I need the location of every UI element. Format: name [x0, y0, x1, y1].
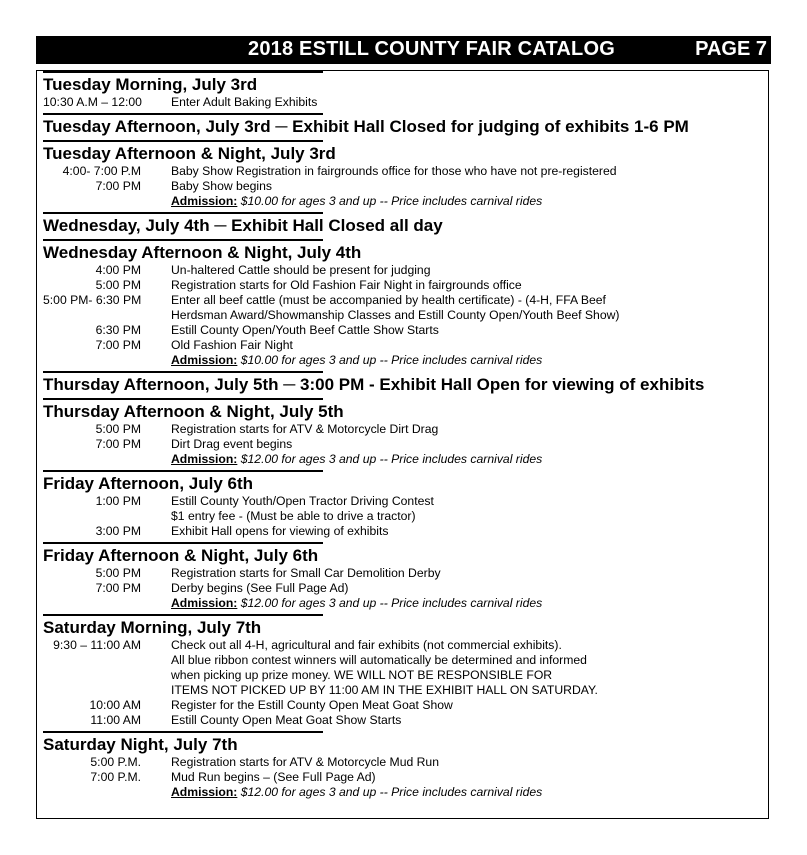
schedule-section	[43, 239, 768, 371]
admission-row	[43, 596, 768, 611]
event-time: 6:30 PM	[95, 323, 141, 337]
schedule-section	[43, 113, 768, 140]
schedule-section	[43, 212, 768, 239]
section-heading	[43, 117, 768, 137]
section-heading-text: Friday Afternoon, July 6th	[43, 474, 254, 493]
event-time	[43, 509, 171, 524]
admission-label: Admission:	[171, 596, 238, 610]
schedule-section	[43, 140, 768, 212]
event-row	[43, 323, 768, 338]
event-time: 11:00 AM	[90, 713, 141, 727]
event-row	[43, 95, 768, 110]
admission-price: $12.00 for ages 3 and up -- Price includes carnival rides	[237, 785, 543, 799]
event-time	[43, 683, 171, 698]
event-description: Estill County Youth/Open Tractor Driving Contest	[171, 494, 434, 508]
catalog-header-banner	[36, 36, 771, 64]
event-description: Registration starts for Old Fashion Fair Night in fairgrounds office	[171, 278, 522, 292]
event-time: 5:00 PM- 6:30 PM	[43, 293, 142, 307]
event-time	[43, 353, 171, 368]
admission-label: Admission:	[171, 452, 238, 466]
admission-info	[171, 194, 768, 209]
event-time: 9:30 – 11:00 AM	[53, 638, 141, 652]
section-heading	[43, 618, 768, 638]
event-row	[43, 638, 768, 653]
event-description: Derby begins (See Full Page Ad)	[171, 581, 349, 595]
event-time: 5:00 PM	[95, 422, 141, 436]
section-divider	[43, 731, 323, 733]
section-divider	[43, 140, 323, 142]
admission-row	[43, 194, 768, 209]
event-row	[43, 494, 768, 509]
section-divider	[43, 398, 323, 400]
event-time: 4:00 PM	[95, 263, 141, 277]
schedule-section	[43, 371, 768, 398]
section-note: ─ Exhibit Hall Closed all day	[209, 216, 443, 235]
event-row	[43, 668, 768, 683]
section-heading-text: Friday Afternoon & Night, July 6th	[43, 546, 319, 565]
event-description: when picking up prize money. WE WILL NOT BE RESPONSIBLE FOR	[171, 668, 553, 682]
event-row	[43, 179, 768, 194]
event-time	[43, 668, 171, 683]
section-heading-text: Wednesday Afternoon & Night, July 4th	[43, 243, 362, 262]
event-row	[43, 755, 768, 770]
event-description: Baby Show begins	[171, 179, 272, 193]
admission-row	[43, 785, 768, 800]
section-note: ─ 3:00 PM - Exhibit Hall Open for viewing of exhibits	[278, 375, 705, 394]
event-description: Exhibit Hall opens for viewing of exhibits	[171, 524, 389, 538]
event-row	[43, 770, 768, 785]
event-time	[43, 308, 171, 323]
admission-price: $12.00 for ages 3 and up -- Price includes carnival rides	[237, 452, 543, 466]
section-divider	[43, 614, 323, 616]
section-heading	[43, 243, 768, 263]
event-time: 7:00 PM	[95, 437, 141, 451]
event-row	[43, 308, 768, 323]
event-time: 3:00 PM	[95, 524, 141, 538]
event-description: Estill County Open Meat Goat Show Starts	[171, 713, 402, 727]
event-row	[43, 713, 768, 728]
event-description: Registration starts for Small Car Demolition Derby	[171, 566, 441, 580]
event-description: Old Fashion Fair Night	[171, 338, 293, 352]
event-row	[43, 566, 768, 581]
admission-price: $10.00 for ages 3 and up -- Price includes carnival rides	[237, 194, 543, 208]
schedule-section	[43, 470, 768, 542]
event-time	[43, 785, 171, 800]
section-heading-text: Thursday Afternoon, July 5th	[43, 375, 279, 394]
section-heading-text: Tuesday Morning, July 3rd	[43, 75, 258, 94]
section-heading-text: Saturday Morning, July 7th	[43, 618, 262, 637]
event-description: Enter all beef cattle (must be accompanied by health certificate) - (4-H, FFA Beef	[171, 293, 606, 307]
event-row	[43, 338, 768, 353]
section-heading-text: Wednesday, July 4th	[43, 216, 210, 235]
admission-price: $10.00 for ages 3 and up -- Price includes carnival rides	[237, 353, 543, 367]
event-time: 5:00 P.M.	[90, 755, 141, 769]
event-time	[43, 596, 171, 611]
admission-info	[171, 353, 768, 368]
event-row	[43, 437, 768, 452]
event-row	[43, 683, 768, 698]
event-time	[43, 194, 171, 209]
event-description: ITEMS NOT PICKED UP BY 11:00 AM IN THE EXHIBIT HALL ON SATURDAY.	[171, 683, 598, 697]
event-time: 5:00 PM	[95, 566, 141, 580]
schedule-section	[43, 542, 768, 614]
event-row	[43, 509, 768, 524]
section-heading-text: Tuesday Afternoon & Night, July 3rd	[43, 144, 336, 163]
event-time: 10:00 AM	[89, 698, 141, 712]
event-row	[43, 164, 768, 179]
schedule-sections	[37, 71, 768, 803]
event-description: Dirt Drag event begins	[171, 437, 293, 451]
admission-label: Admission:	[171, 194, 238, 208]
event-row	[43, 278, 768, 293]
section-heading	[43, 402, 768, 422]
section-heading	[43, 375, 768, 395]
event-description: Check out all 4-H, agricultural and fair exhibits (not commercial exhibits).	[171, 638, 562, 652]
event-description: Enter Adult Baking Exhibits	[171, 95, 318, 109]
section-note: ─ Exhibit Hall Closed for judging of exhibits 1-6 PM	[270, 117, 689, 136]
section-divider	[43, 71, 323, 73]
event-description: Estill County Open/Youth Beef Cattle Show Starts	[171, 323, 439, 337]
event-row	[43, 524, 768, 539]
event-time: 7:00 PM	[95, 581, 141, 595]
schedule-section	[43, 398, 768, 470]
section-heading-text: Tuesday Afternoon, July 3rd	[43, 117, 271, 136]
schedule-box	[36, 70, 769, 819]
event-time: 5:00 PM	[95, 278, 141, 292]
section-divider	[43, 113, 323, 115]
page-number: PAGE 7	[695, 38, 767, 60]
event-description: Herdsman Award/Showmanship Classes and Estill County Open/Youth Beef Show)	[171, 308, 620, 322]
section-heading	[43, 546, 768, 566]
section-heading	[43, 144, 768, 164]
event-row	[43, 263, 768, 278]
event-time: 7:00 P.M.	[90, 770, 141, 784]
section-divider	[43, 212, 323, 214]
event-description: Baby Show Registration in fairgrounds office for those who have not pre-registered	[171, 164, 617, 178]
section-heading-text: Saturday Night, July 7th	[43, 735, 238, 754]
admission-label: Admission:	[171, 353, 238, 367]
event-description: Un-haltered Cattle should be present for judging	[171, 263, 431, 277]
schedule-section	[43, 71, 768, 113]
section-divider	[43, 542, 323, 544]
event-row	[43, 581, 768, 596]
event-row	[43, 653, 768, 668]
section-heading	[43, 474, 768, 494]
admission-row	[43, 353, 768, 368]
section-heading	[43, 216, 768, 236]
section-spacer	[43, 800, 768, 803]
schedule-section	[43, 731, 768, 803]
event-time: 7:00 PM	[95, 179, 141, 193]
event-description: Register for the Estill County Open Meat Goat Show	[171, 698, 453, 712]
catalog-title: 2018 ESTILL COUNTY FAIR CATALOG	[248, 38, 615, 60]
event-description: Registration starts for ATV & Motorcycle Dirt Drag	[171, 422, 439, 436]
admission-info	[171, 785, 768, 800]
event-description: Mud Run begins – (See Full Page Ad)	[171, 770, 376, 784]
event-description: All blue ribbon contest winners will automatically be determined and informed	[171, 653, 587, 667]
event-time: 10:30 A.M – 12:00	[43, 95, 142, 109]
admission-info	[171, 452, 768, 467]
event-time: 7:00 PM	[95, 338, 141, 352]
section-heading	[43, 75, 768, 95]
event-time: 1:00 PM	[95, 494, 141, 508]
admission-row	[43, 452, 768, 467]
event-description: $1 entry fee - (Must be able to drive a tractor)	[171, 509, 416, 523]
event-description: Registration starts for ATV & Motorcycle Mud Run	[171, 755, 439, 769]
section-divider	[43, 470, 323, 472]
event-time: 4:00- 7:00 P.M	[62, 164, 141, 178]
event-row	[43, 698, 768, 713]
section-heading	[43, 735, 768, 755]
section-divider	[43, 239, 323, 241]
admission-info	[171, 596, 768, 611]
event-time	[43, 452, 171, 467]
section-divider	[43, 371, 323, 373]
event-row	[43, 293, 768, 308]
admission-price: $12.00 for ages 3 and up -- Price includes carnival rides	[237, 596, 543, 610]
event-time	[43, 653, 171, 668]
event-row	[43, 422, 768, 437]
section-heading-text: Thursday Afternoon & Night, July 5th	[43, 402, 344, 421]
schedule-section	[43, 614, 768, 731]
admission-label: Admission:	[171, 785, 238, 799]
